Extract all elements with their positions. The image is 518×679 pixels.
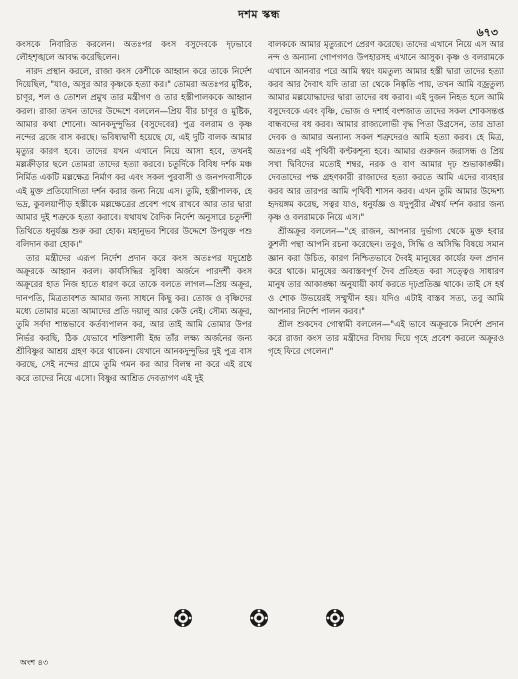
flower-ornament-icon [173, 608, 193, 628]
footer-label: অংশ ৪৩ [20, 658, 49, 667]
paragraph: শ্রীল শুকদেব গোস্বামী বললেন—"এই ভাবে অক্রূরকে নির্দেশ প্রদান করে রাজা কংস তার মন্ত্রীদের বিদায় দিয়ে গৃহে প্রবেশ করলে অক্রূরও গৃহে ফিরে গেলেন।" [268, 319, 504, 356]
paragraph: শ্রীঅক্রূর বললেন—"হে রাজন, আপনার দুর্ভাগ্য থেকে মুক্ত হবার কুশলী পন্থা আপনি রচনা করেছেন। তবুও, সিদ্ধি ও অসিদ্ধি বিষয়ে সমান জ্ঞান করা উচিত, কারণ নিশ্চিতভাবে দৈবই মানুষের কার্যের ফল প্রদান করে থাকে। মানুষের অবাস্তবপূর্ণ দৈব প্রতিহত করা সত্ত্বেও সাধারণ মানুষ তার আকাঙ্ক্ষা অনুযায়ী কার্য করতে দৃঢ়প্রতিজ্ঞ থাকে। তাই সে হর্ষ ও শোক উভয়েরই সম্মুখীন হয়। যদিও এটাই বাস্তব সত্য, তবু আমি আপনার নির্দেশ পালন করব।" [268, 225, 504, 316]
paragraph: বালককে আমার মৃত্যুরূপে প্রেরণ করেছে। তাদের এখানে নিয়ে এস আর নন্দ ও অন্যান্য গোপগণও উপহারসহ এখানে আসুক। কৃষ্ণ ও বলরামকে এখানে আনবার পরে আমি স্বয়ং যমতুল্য আমার হস্তী দ্বারা তাদের হত্যা করব আর দৈবাৎ যদি তারা তা থেকে নিষ্কৃতি পায়, তখন আমি বজ্রতুল্য আমার মল্লযোদ্ধাদের দ্বারা তাদের বধ করাব। এই দুজন নিহত হলে আমি বসুদেবকে এবং বৃষ্ণি, ভোজ ও দশার্হ বংশজাত তাদের সকল শোকসন্তপ্ত বান্ধবদের বধ করব। আমার রাজ্যলোভী বৃদ্ধ পিতা উগ্রসেন, তার ভ্রাতা দেবক ও আমার অন্যান্য সকল শত্রুদেরও আমি হত্যা করব। হে মিত্র, অতঃপর এই পৃথিবী কণ্টকশূন্য হবে। আমার গুরুজন জরাসন্ধ ও প্রিয় সখা দ্বিবিদের মতোই শম্বর, নরক ও বাণ আমার দৃঢ় শুভাকাঙ্ক্ষী। দেবতাদের পক্ষ গ্রহণকারী রাজাদের হত্যা করতে আমি এদের ব্যবহার করব আর তারপর আমি পৃথিবী শাসন করব। এখন তুমি আমার উদ্দেশ্য হৃদয়ঙ্গম করেছ, সত্বর যাও, ধনুর্যজ্ঞ ও যদুপুরীর ঐশ্বর্য দর্শন করার জন্য কৃষ্ণ ও বলরামকে নিয়ে এস।" [268, 39, 504, 223]
left-text-column [16, 38, 252, 598]
flower-ornament-icon [249, 608, 269, 628]
flower-ornament-icon [325, 608, 345, 628]
right-text-column [268, 38, 504, 598]
paragraph: কংসকে নিবারিত করলেন। অতঃপর কংস বসুদেবকে দৃঢ়ভাবে লৌহশৃঙ্খলে আবদ্ধ করেছিলেন। [16, 39, 252, 63]
chapter-header: দশম স্কন্ধ [238, 8, 280, 21]
page-number: ৬৭৩ [476, 26, 498, 39]
paragraph: তার মন্ত্রীদের এরূপ নির্দেশ প্রদান করে কংস অতঃপর যদুশ্রেষ্ঠ অক্রূরকে আহ্বান করল। কার্যসিদ্ধির সুবিধা অর্জনে পারদর্শী কংস অক্রূরের হাত নিজ হাতে ধারণ করে তাকে বলতে লাগল—প্রিয় অক্রূর, দানপতি, মিত্রতাবশত আমার জন্য সাধনে কিছু কর। তোজ ও বৃষ্ণিদের মধ্যে তোমার মতো আমাদের প্রতি দয়ালু আর কেউ নেই। সৌম্য অক্রূর, তুমি সর্বদা শান্তভাবে কর্তব্যপালন কর, আর তাই আমি তোমার উপর নির্ভর করছি, ঠিক যেভাবে শক্তিশালী ইন্দ্র তাঁর লক্ষ্য অর্জনের জন্য শ্রীবিষ্ণুর আশ্রয় গ্রহণ করে থাকেন। যেখানে আনকদুন্দুভির দুই পুত্র বাস করছে, সেই নন্দের গ্রামে তুমি গমন কর আর বিলম্ব না করে এই রথে করে তাদের নিয়ে এসো। বিষ্ণুর আশ্রিত দেবতাগণ এই দুই [16, 252, 252, 383]
paragraph: নারদ প্রস্থান করলে, রাজা কংস কেশীকে আহ্বান করে তাকে নির্দেশ দিয়েছিল, "যাও, অসুর আর কৃষ্ণকে হত্যা কর।" তোমরা অতঃপর মুষ্টিক, চাণূর, শল ও তোশল প্রমুখ তার মন্ত্রীগণ ও তার হস্তীপালককে আহ্বান করল। রাজা তখন তাদের উদ্দেশে বললেন—প্রিয় বীর চাণূর ও মুষ্টিক, আমার কথা শোনো। আনকদুন্দুভির (বসুদেবের) পুত্র বলরাম ও কৃষ্ণ নন্দের ব্রজে বাস করছে। ভবিষ্যদ্বাণী হয়েছে যে, এই দুটি বালক আমার মৃত্যুর কারণ হবে। তাদের যখন এখানে নিয়ে আসা হবে, তখনই মল্লক্রীড়ার ছলে তোমরা তাদের হত্যা করবে। চতুর্দিকে বিবিধ দর্শক মঞ্চ নির্মিত একটি মল্লক্ষেত্র নির্মাণ কর এবং সকল পুরবাসী ও জনপদবাসীকে এই মুক্ত প্রতিযোগিতা দর্শন করার জন্য নিয়ে এস। তুমি, হস্তীপালক, হে ভদ্র, কুবলয়াপীড় হস্তীকে মল্লক্ষেত্রের প্রবেশ পথে রাখবে আর তার দ্বারা আমার দুই শত্রুকে হত্যা করাবে। যথাযথ বৈদিক নির্দেশ অনুসারে চতুর্দশী তিথিতে ধনুর্যজ্ঞ শুরু করা হোক। মহানুভব শিবের উদ্দেশে উপযুক্ত পশু বলিদান করা হোক।" [16, 65, 252, 250]
section-ornaments [0, 607, 518, 629]
